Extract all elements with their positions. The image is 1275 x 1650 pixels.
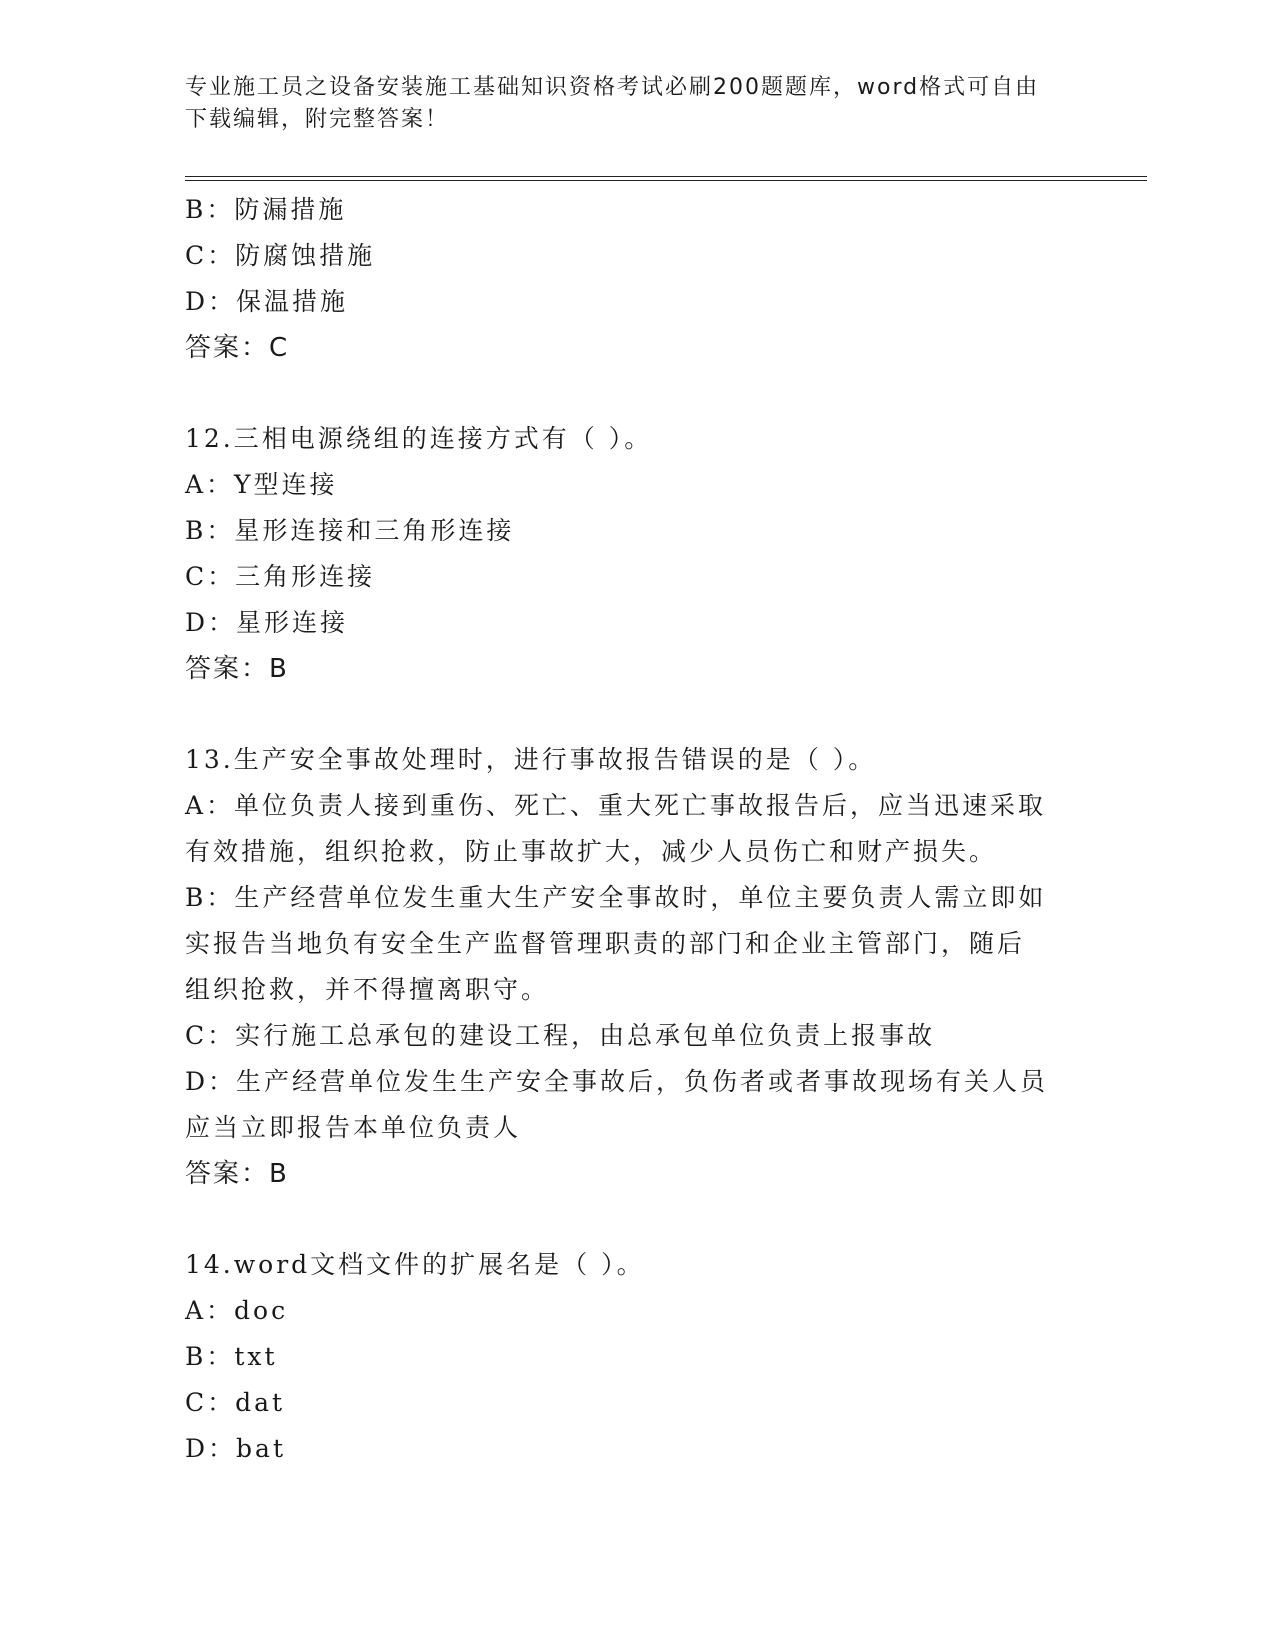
q13-option-b-line-1: B：生产经营单位发生重大生产安全事故时，单位主要负责人需立即如 xyxy=(185,883,1047,912)
q11-answer: 答案：C xyxy=(185,333,290,363)
q13-answer: 答案：B xyxy=(185,1159,289,1189)
q12-answer: 答案：B xyxy=(185,654,289,684)
q12-option-d: D：星形连接 xyxy=(185,608,349,637)
q13-option-d-line-1: D：生产经营单位发生生产安全事故后，负伤者或者事故现场有关人员 xyxy=(185,1067,1049,1096)
q14-stem: 14.word文档文件的扩展名是（ ）。 xyxy=(185,1250,645,1279)
q11-option-b: B：防漏措施 xyxy=(185,195,347,224)
spacer xyxy=(185,1197,1065,1242)
q13-option-d-line-2: 应当立即报告本单位负责人 xyxy=(185,1113,522,1142)
q13-stem: 13.生产安全事故处理时，进行事故报告错误的是（ ）。 xyxy=(185,745,877,774)
q12-option-b: B：星形连接和三角形连接 xyxy=(185,516,515,545)
q13-option-b-line-2: 实报告当地负有安全生产监督管理职责的部门和企业主管部门，随后 xyxy=(185,929,1026,958)
q11-option-d: D：保温措施 xyxy=(185,287,349,316)
q13-option-c: C：实行施工总承包的建设工程，由总承包单位负责上报事故 xyxy=(185,1021,936,1050)
question-content xyxy=(185,187,1065,1472)
q13-option-a-line-1: A：单位负责人接到重伤、死亡、重大死亡事故报告后，应当迅速采取 xyxy=(185,791,1047,820)
spacer xyxy=(185,692,1065,737)
q14-option-c: C：dat xyxy=(185,1388,286,1417)
question-13 xyxy=(185,737,1065,1197)
q14-option-b: B：txt xyxy=(185,1342,278,1371)
q11-option-c: C：防腐蚀措施 xyxy=(185,241,376,270)
q12-option-c: C：三角形连接 xyxy=(185,562,376,591)
q13-option-b-line-3: 组织抢救，并不得擅离职守。 xyxy=(185,975,550,1004)
question-11-continued xyxy=(185,187,1065,371)
document-header xyxy=(185,72,1065,136)
q14-option-d: D：bat xyxy=(185,1434,286,1463)
q14-option-a: A：doc xyxy=(185,1296,289,1325)
question-12 xyxy=(185,416,1065,692)
question-14 xyxy=(185,1242,1065,1472)
header-line-2: 下载编辑，附完整答案！ xyxy=(185,107,450,132)
q12-option-a: A：Y型连接 xyxy=(185,470,338,499)
header-line-1: 专业施工员之设备安装施工基础知识资格考试必刷200题题库，word格式可自由 xyxy=(185,75,1040,100)
header-divider xyxy=(185,176,1147,181)
spacer xyxy=(185,371,1065,416)
q13-option-a-line-2: 有效措施，组织抢救，防止事故扩大，减少人员伤亡和财产损失。 xyxy=(185,837,998,866)
q12-stem: 12.三相电源绕组的连接方式有（ ）。 xyxy=(185,424,653,453)
